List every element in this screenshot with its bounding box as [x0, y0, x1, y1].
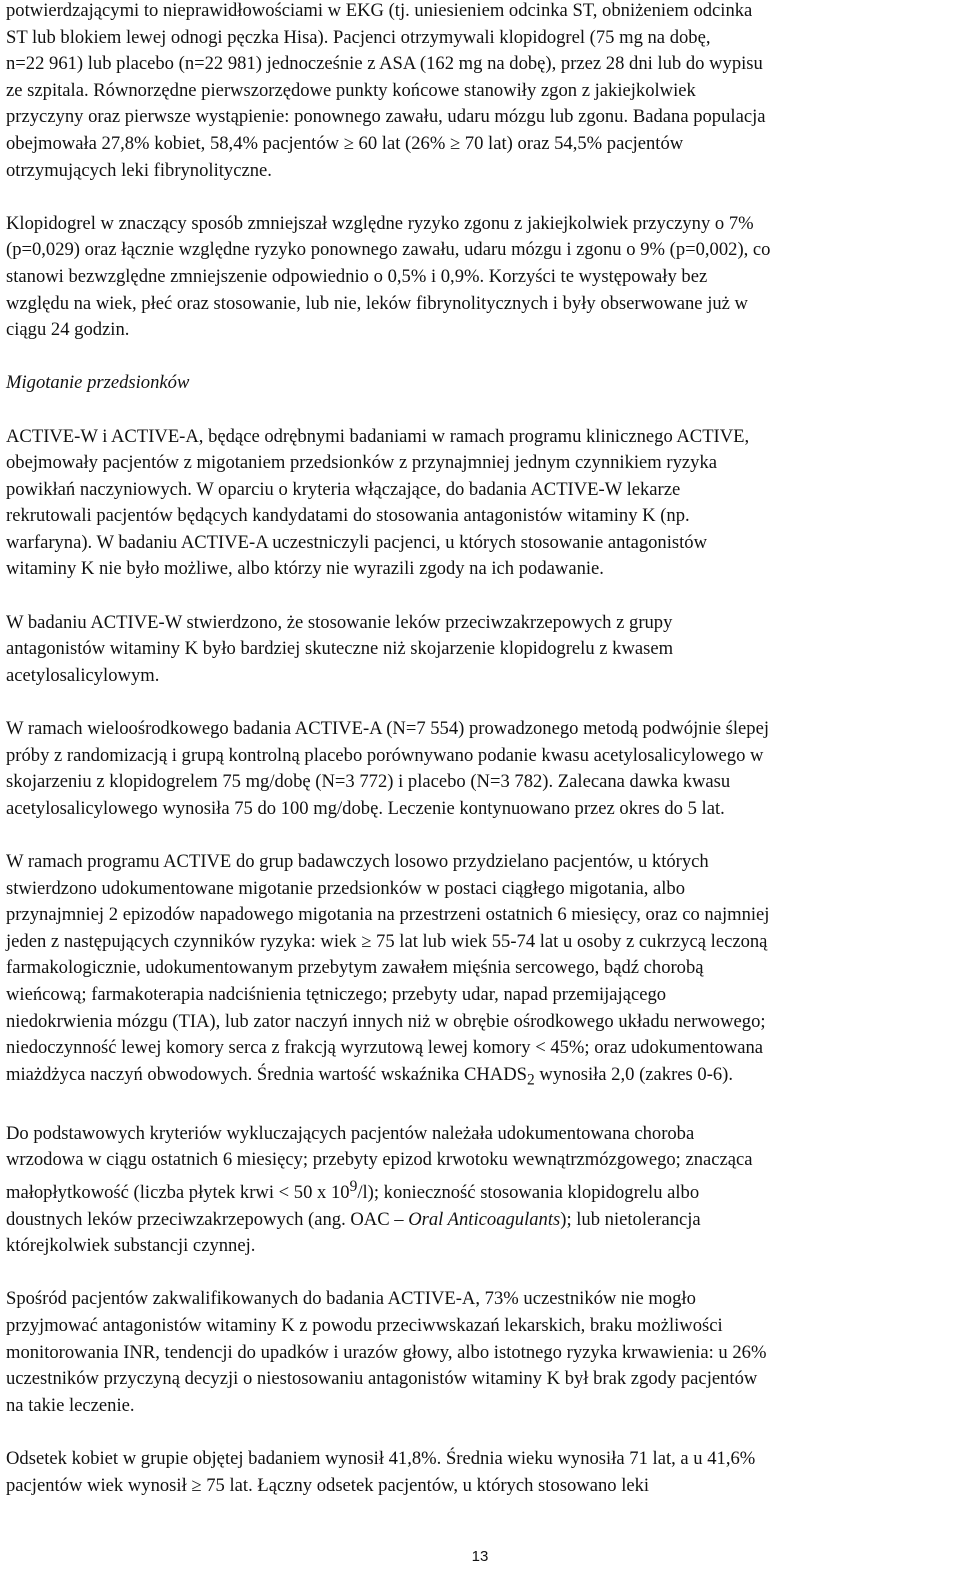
text-line: antagonistów witaminy K było bardziej skuteczne niż skojarzenie klopidogrelu z kwasem: [6, 638, 674, 660]
text-line: uczestników przyczyną decyzji o niestosowaniu antagonistów witaminy K był brak zgody pacjentów: [6, 1368, 758, 1390]
text-line: Odsetek kobiet w grupie objętej badaniem wynosił 41,8%. Średnia wieku wynosiła 71 lat, a u 41,6%: [6, 1447, 756, 1469]
text-fragment: wynosiła 2,0 (zakres 0-6).: [534, 1063, 734, 1085]
text-fragment: /l); konieczność stosowania klopidogrelu albo: [357, 1182, 700, 1204]
text-line: otrzymujących leki fibrynolityczne.: [6, 159, 272, 181]
text-line: Spośród pacjentów zakwalifikowanych do badania ACTIVE-A, 73% uczestników nie mogło: [6, 1288, 696, 1310]
text-fragment: małopłytkowość (liczba płytek krwi < 50 x 10: [6, 1182, 350, 1204]
text-line: pacjentów wiek wynosił ≥ 75 lat. Łączny odsetek pacjentów, u których stosowano leki: [6, 1474, 650, 1496]
text-line: względu na wiek, płeć oraz stosowanie, lub nie, leków fibrynolitycznych i były obserwowane już w: [6, 292, 748, 314]
text-line: ST lub blokiem lewej odnogi pęczka Hisa). Pacjenci otrzymywali klopidogrel (75 mg na dobę,: [6, 26, 711, 48]
paragraph-active-programs: [6, 424, 956, 584]
text-line: [6, 1174, 956, 1207]
text-line: ciągu 24 godzin.: [6, 319, 130, 341]
text-line: skojarzeniu z klopidogrelem 75 mg/dobę (N=3 772) i placebo (N=3 782). Zalecana dawka kwasu: [6, 771, 731, 793]
text-line: wieńcową; farmakoterapia nadciśnienia tętniczego; przebyty udar, napad przemijającego: [6, 983, 667, 1005]
paragraph-exclusion-criteria: [6, 1121, 956, 1260]
paragraph-results: [6, 211, 956, 344]
text-line: Klopidogrel w znaczący sposób zmniejszał względne ryzyko zgonu z jakiejkolwiek przyczyny o 7%: [6, 212, 754, 234]
text-line: przyjmować antagonistów witaminy K z powodu przeciwwskazań lekarskich, braku możliwości: [6, 1315, 723, 1336]
text-line: warfaryna). W badaniu ACTIVE-A uczestniczyli pacjenci, u których stosowanie antagonistów: [6, 531, 708, 553]
paragraph-study-design: [6, 0, 956, 184]
text-line: obejmowały pacjentów z migotaniem przedsionków z przynajmniej jednym czynnikiem ryzyka: [6, 452, 717, 474]
text-line: stanowi bezwzględne zmniejszenie odpowiednio o 0,5% i 0,9%. Korzyści te występowały bez: [6, 265, 708, 287]
text-line: farmakologicznie, udokumentowanym przebytym zawałem mięśnia sercowego, bądź chorobą: [6, 957, 704, 979]
text-fragment: miażdżyca naczyń obwodowych. Średnia wartość wskaźnika CHADS: [6, 1063, 527, 1085]
text-line: W badaniu ACTIVE-W stwierdzono, że stosowanie leków przeciwzakrzepowych z grupy: [6, 611, 673, 633]
text-line: rekrutowali pacjentów będących kandydatami do stosowania antagonistów witaminy K (np.: [6, 505, 690, 527]
superscript: 9: [349, 1177, 358, 1195]
paragraph-active-w: [6, 610, 956, 690]
document-page: [6, 0, 956, 1526]
text-line: stwierdzono udokumentowane migotanie przedsionków w postaci ciągłego migotania, albo: [6, 877, 686, 899]
text-line: próby z randomizacją i grupą kontrolną placebo porównywano podanie kwasu acetylosalicylowego w: [6, 744, 764, 766]
text-line: [6, 1207, 956, 1234]
section-heading: Migotanie przedsionków: [6, 372, 190, 394]
page-number: 13: [471, 1548, 489, 1565]
text-line: niedokrwienia mózgu (TIA), lub zator naczyń innych niż w obrębie ośrodkowego układu nerwowego;: [6, 1010, 766, 1032]
subscript: 2: [527, 1071, 535, 1089]
text-line: przyczyny oraz pierwsze wystąpienie: ponownego zawału, udaru mózgu lub zgonu. Badana populacja: [6, 106, 766, 128]
text-fragment: doustnych leków przeciwzakrzepowych (ang. OAC –: [6, 1208, 409, 1230]
text-line: niedoczynność lewej komory serca z frakcją wyrzutową lewej komory < 45%; oraz udokumentowana: [6, 1037, 764, 1059]
paragraph-active-a: [6, 716, 956, 822]
text-line: W ramach wieloośrodkowego badania ACTIVE-A (N=7 554) prowadzonego metodą podwójnie ślepej: [6, 718, 769, 740]
text-line: W ramach programu ACTIVE do grup badawczych losowo przydzielano pacjentów, u których: [6, 851, 709, 872]
text-fragment: ); lub nietolerancja: [560, 1208, 701, 1230]
text-line: ACTIVE-W i ACTIVE-A, będące odrębnymi badaniami w ramach programu klinicznego ACTIVE,: [6, 425, 750, 447]
text-line: n=22 961) lub placebo (n=22 981) jednocześnie z ASA (162 mg na dobę), przez 28 dni lub do wypisu: [6, 53, 763, 75]
text-line: Do podstawowych kryteriów wykluczających pacjentów należała udokumentowana choroba: [6, 1122, 695, 1144]
paragraph-demographics: [6, 1446, 956, 1499]
text-line: monitorowania INR, tendencji do upadków i urazów głowy, albo istotnego ryzyka krwawienia: u 26%: [6, 1341, 767, 1363]
text-line: na takie leczenie.: [6, 1394, 135, 1416]
text-line: ze szpitala. Równorzędne pierwszorzędowe punkty końcowe stanowiły zgon z jakiejkolwiek: [6, 79, 696, 101]
text-line: acetylosalicylowym.: [6, 664, 160, 686]
text-line: witaminy K nie było możliwe, albo którzy nie wyrazili zgody na ich podawanie.: [6, 558, 604, 580]
italic-term: Oral Anticoagulants: [408, 1208, 561, 1230]
paragraph-qualified-patients: [6, 1286, 956, 1419]
text-line: (p=0,029) oraz łącznie względne ryzyko ponownego zawału, udaru mózgu i zgonu o 9% (p=0,002), co: [6, 239, 771, 261]
text-line: acetylosalicylowego wynosiła 75 do 100 mg/dobę. Leczenie kontynuowano przez okres do 5 lat.: [6, 797, 725, 819]
text-line: obejmowała 27,8% kobiet, 58,4% pacjentów ≥ 60 lat (26% ≥ 70 lat) oraz 54,5% pacjentów: [6, 132, 684, 154]
text-line: potwierdzającymi to nieprawidłowościami w EKG (tj. uniesieniem odcinka ST, obniżeniem odcinka: [6, 0, 753, 21]
text-line: którejkolwiek substancji czynnej.: [6, 1235, 256, 1257]
text-line: wrzodowa w ciągu ostatnich 6 miesięcy; przebyty epizod krwotoku wewnątrzmózgowego; znacząca: [6, 1149, 753, 1171]
text-line: powikłań naczyniowych. W oparciu o kryteria włączające, do badania ACTIVE-W lekarze: [6, 478, 681, 500]
text-line: przynajmniej 2 epizodów napadowego migotania na przestrzeni ostatnich 6 miesięcy, oraz co najmniej: [6, 904, 770, 926]
text-line: [6, 1062, 956, 1094]
paragraph-inclusion-criteria: [6, 849, 956, 1094]
text-line: jeden z następujących czynników ryzyka: wiek ≥ 75 lat lub wiek 55-74 lat u osoby z cukrzycą leczoną: [6, 930, 768, 952]
